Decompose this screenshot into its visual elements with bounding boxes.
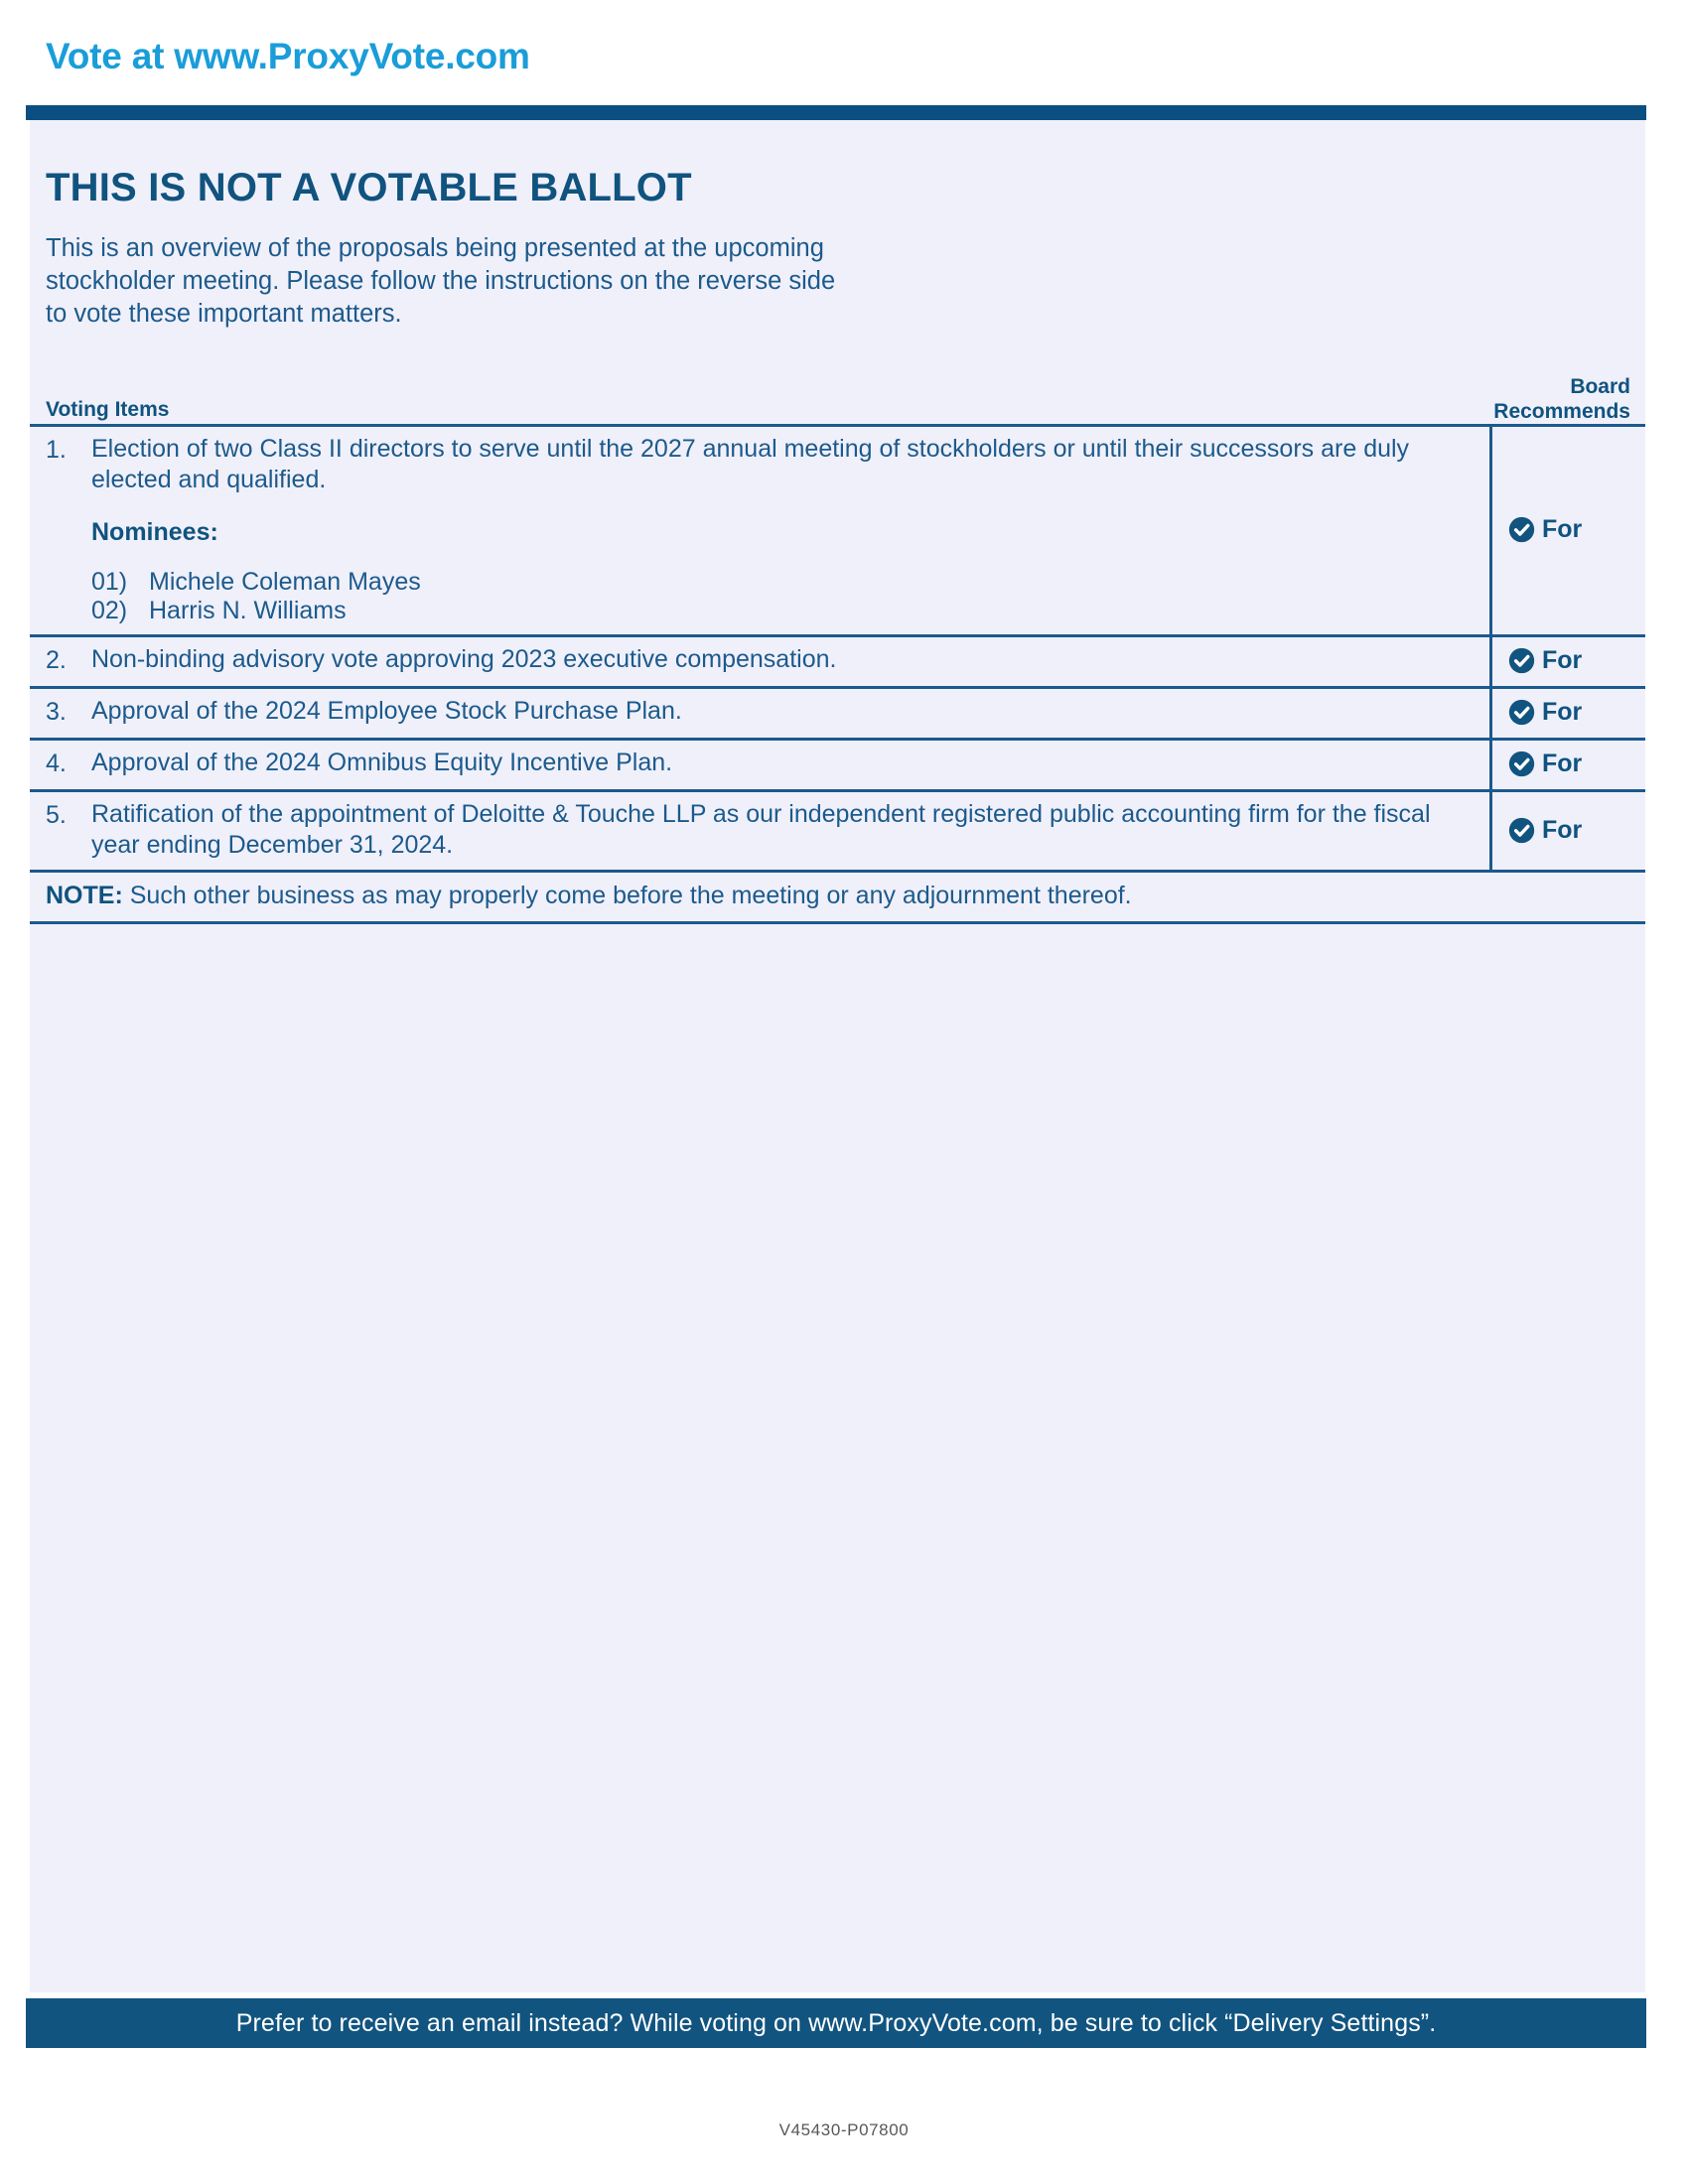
table-body — [30, 424, 1645, 924]
item-text: Non-binding advisory vote approving 2023 executive compensation. — [91, 645, 837, 673]
nominee-name: Michele Coleman Mayes — [149, 568, 421, 596]
recommendation-label: For — [1542, 515, 1583, 543]
item-number: 3. — [46, 698, 67, 726]
vote-at-proxyvote-heading: Vote at www.ProxyVote.com — [46, 36, 530, 76]
check-circle-icon — [1508, 699, 1535, 726]
nominee-list — [91, 568, 1477, 625]
recommendation-label: For — [1542, 646, 1583, 674]
nominees-label: Nominees: — [91, 518, 218, 546]
item-body — [91, 644, 1477, 677]
nominee-name: Harris N. Williams — [149, 597, 347, 624]
check-circle-icon — [1508, 516, 1535, 543]
recommendation-label: For — [1542, 815, 1583, 844]
column-header-board-recommends-line2: Recommends — [1493, 400, 1630, 423]
voting-item-cell — [30, 741, 1489, 789]
nominee-number: 01) — [91, 568, 128, 596]
board-recommendation-cell — [1489, 689, 1645, 738]
board-recommendation-cell — [1489, 637, 1645, 686]
voting-items-table — [30, 370, 1645, 924]
status-badge — [1508, 646, 1582, 675]
voting-item-cell — [30, 689, 1489, 738]
note-row — [30, 873, 1645, 924]
note-label: NOTE: — [46, 882, 123, 909]
status-badge — [1508, 816, 1582, 845]
page-title: THIS IS NOT A VOTABLE BALLOT — [46, 166, 692, 209]
status-badge — [1508, 515, 1582, 544]
item-body — [91, 748, 1477, 780]
list-item — [91, 568, 1477, 597]
check-circle-icon — [1508, 751, 1535, 777]
check-circle-icon — [1508, 647, 1535, 674]
column-header-voting-items: Voting Items — [46, 398, 170, 421]
control-number: V45430-P07800 — [778, 2120, 910, 2139]
recommendation-label: For — [1542, 750, 1583, 777]
table-row — [30, 741, 1645, 792]
recommendation-label: For — [1542, 698, 1583, 726]
board-recommendation-cell — [1489, 741, 1645, 789]
item-number: 2. — [46, 646, 67, 674]
column-header-board-recommends — [1460, 374, 1630, 424]
status-badge — [1508, 750, 1582, 778]
item-body — [91, 434, 1477, 625]
item-text: Approval of the 2024 Omnibus Equity Incentive Plan. — [91, 749, 673, 776]
intro-paragraph: This is an overview of the proposals being presented at the upcoming stockholder meeting. Please follow the instructions on the reverse side to vote these important matters. — [46, 234, 836, 328]
item-number: 5. — [46, 801, 67, 829]
voting-item-cell — [30, 637, 1489, 686]
item-number: 4. — [46, 750, 67, 777]
list-item — [91, 597, 1477, 625]
item-body — [91, 696, 1477, 729]
board-recommendation-cell — [1489, 427, 1645, 634]
nominee-number: 02) — [91, 597, 128, 624]
voting-item-cell — [30, 792, 1489, 870]
board-recommendation-cell — [1489, 792, 1645, 870]
table-row — [30, 637, 1645, 689]
header-divider-rule — [26, 105, 1646, 120]
item-text: Ratification of the appointment of Deloitte & Touche LLP as our independent registered public accounting firm for the fiscal year ending December 31, 2024. — [91, 800, 1431, 859]
delivery-settings-footer: Prefer to receive an email instead? While voting on www.ProxyVote.com, be sure to click “Delivery Settings”. — [26, 1998, 1646, 2048]
voting-item-cell — [30, 427, 1489, 634]
table-row — [30, 689, 1645, 741]
item-text: Election of two Class II directors to serve until the 2027 annual meeting of stockholders or until their successors are duly elected and qualified. — [91, 435, 1410, 493]
status-badge — [1508, 698, 1582, 727]
item-number: 1. — [46, 436, 67, 464]
note-text: Such other business as may properly come before the meeting or any adjournment thereof. — [129, 882, 1132, 909]
table-row — [30, 792, 1645, 873]
item-text: Approval of the 2024 Employee Stock Purchase Plan. — [91, 697, 682, 725]
table-row — [30, 427, 1645, 637]
ballot-overview-panel — [30, 120, 1645, 1992]
table-column-headers — [30, 370, 1645, 424]
check-circle-icon — [1508, 817, 1535, 844]
column-header-board-recommends-line1: Board — [1570, 375, 1630, 398]
item-body — [91, 799, 1477, 861]
